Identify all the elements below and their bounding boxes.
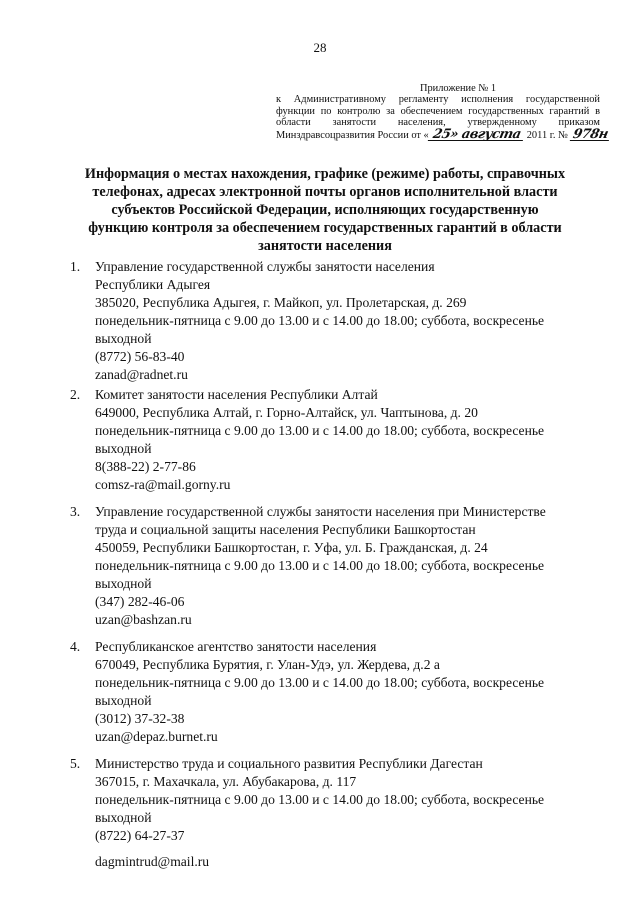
schedule: выходной (95, 441, 152, 456)
list-item (70, 638, 610, 746)
schedule: понедельник-пятница с 9.00 до 13.00 и с 14.00 до 18.00; суббота, воскресенье (95, 558, 545, 573)
schedule: понедельник-пятница с 9.00 до 13.00 и с 14.00 до 18.00; суббота, воскресенье (95, 675, 545, 690)
appendix-line-4-prefix: Минздравсоцразвития России от « (276, 129, 429, 141)
agency-name: Комитет занятости населения Республики Алтай (95, 387, 378, 402)
address: 367015, г. Махачкала, ул. Абубакарова, д. 117 (95, 774, 357, 789)
schedule: понедельник-пятница с 9.00 до 13.00 и с 14.00 до 18.00; суббота, воскресенье (95, 313, 545, 328)
item-number: 2. (70, 387, 81, 402)
appendix-block (276, 83, 609, 142)
appendix-line-1: к Административному регламенту исполнения государственной (276, 94, 600, 106)
address: 649000, Республика Алтай, г. Горно-Алтайск, ул. Чаптынова, д. 20 (95, 405, 478, 420)
phone: (8772) 56-83-40 (95, 349, 185, 364)
handwritten-date: 25» августа (427, 129, 525, 141)
handwritten-order-number: 978н (571, 126, 609, 142)
email: comsz-ra@mail.gorny.ru (95, 477, 231, 492)
spacer (95, 845, 610, 853)
item-number: 4. (70, 639, 81, 654)
list-item (70, 386, 610, 494)
agency-name: труда и социальной защиты населения Республики Башкортостан (95, 522, 476, 537)
agency-name: Республиканское агентство занятости населения (95, 639, 377, 654)
agency-name: Республики Адыгея (95, 277, 211, 292)
agency-name: Управление государственной службы занятости населения при Министерстве (95, 504, 546, 519)
agency-name: Министерство труда и социального развития Республики Дагестан (95, 756, 483, 771)
appendix-title: Приложение № 1 (419, 83, 497, 94)
phone: (8722) 64-27-37 (95, 828, 185, 843)
phone: (3012) 37-32-38 (95, 711, 185, 726)
address: 670049, Республика Бурятия, г. Улан-Удэ, ул. Жердева, д.2 а (95, 657, 440, 672)
appendix-line-2: функции по контролю за обеспечением государственных гарантий в (276, 105, 600, 117)
phone: 8(388-22) 2-77-86 (95, 459, 196, 474)
appendix-line-4-mid: 2011 г. № (524, 129, 571, 141)
item-number: 3. (70, 504, 81, 519)
schedule: выходной (95, 576, 152, 591)
appendix-line-4 (276, 126, 609, 142)
schedule: выходной (95, 331, 152, 346)
email: uzan@depaz.burnet.ru (95, 729, 218, 744)
address: 385020, Республика Адыгея, г. Майкоп, ул. Пролетарская, д. 269 (95, 295, 467, 310)
document-heading: Информация о местах нахождения, графике (режиме) работы, справочных телефонах, адресах электронной почты органов исполнительной власти субъектов Российской Федерации, исполняющих государственную функцию контроля за обеспечением государственных гарантий в области занятости населения (84, 166, 566, 254)
email: zanad@radnet.ru (95, 367, 188, 382)
item-number: 5. (70, 756, 81, 771)
appendix-line-3: области занятости населения, утвержденному приказом (276, 117, 600, 129)
page-number: 28 (313, 40, 327, 55)
list-item (70, 503, 610, 629)
agency-name: Управление государственной службы занятости населения (95, 259, 435, 274)
phone: (347) 282-46-06 (95, 594, 185, 609)
list-item (70, 258, 610, 384)
email: dagmintrud@mail.ru (95, 854, 210, 869)
email: uzan@bashzan.ru (95, 612, 192, 627)
schedule: выходной (95, 693, 152, 708)
schedule: понедельник-пятница с 9.00 до 13.00 и с 14.00 до 18.00; суббота, воскресенье (95, 792, 545, 807)
schedule: выходной (95, 810, 152, 825)
item-number: 1. (70, 259, 81, 274)
schedule: понедельник-пятница с 9.00 до 13.00 и с 14.00 до 18.00; суббота, воскресенье (95, 423, 545, 438)
address: 450059, Республики Башкортостан, г. Уфа, ул. Б. Гражданская, д. 24 (95, 540, 488, 555)
list-item (70, 755, 610, 871)
agency-list (70, 258, 610, 871)
